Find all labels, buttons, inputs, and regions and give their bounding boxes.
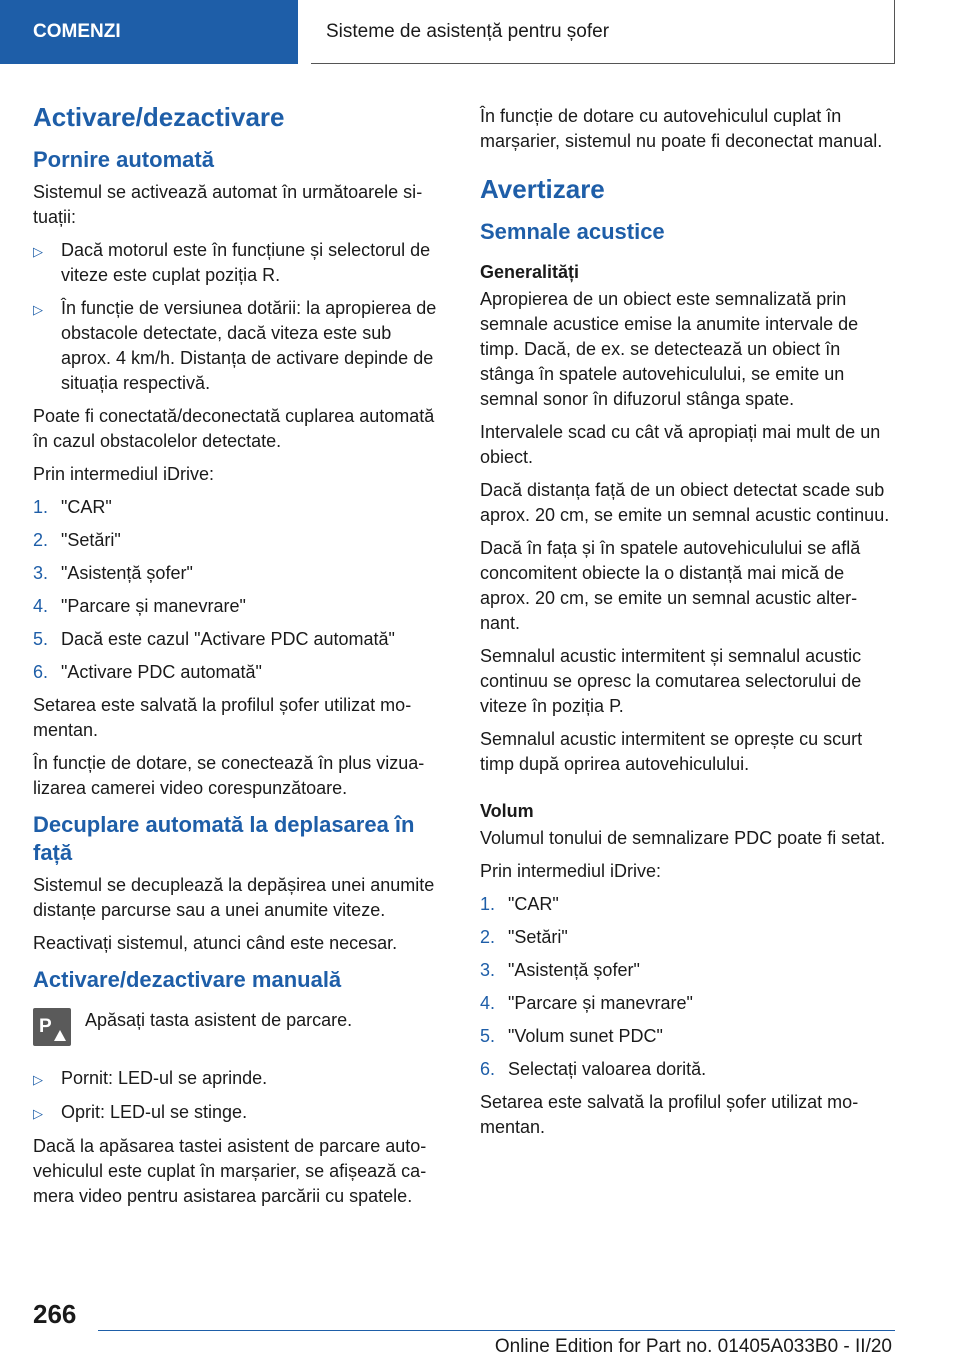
list-item-text: În funcție de versiunea dotării: la apropierea de obstacole detectate, dacă viteza este sub aprox. 4 km/h. Distanța de activare depinde de situația respectivă.	[61, 298, 437, 393]
step-text: "Activare PDC automată"	[61, 662, 262, 682]
list-item-text: Oprit: LED-ul se stinge.	[61, 1102, 248, 1122]
step-text: "Parcare și manevrare"	[61, 596, 246, 616]
bullet-triangle-icon: ▷	[33, 302, 43, 317]
step-item: 4. "Parcare și manevrare"	[33, 594, 445, 619]
chapter-tab	[0, 0, 298, 64]
step-item: 4. "Parcare și manevrare"	[480, 991, 890, 1016]
step-item: 2. "Setări"	[33, 528, 445, 553]
footer-edition: Online Edition for Part no. 01405A033B0 - II/20	[494, 1336, 892, 1357]
paragraph: Intervalele scad cu cât vă apropiați mai mult de un obiect.	[480, 422, 881, 467]
footer-divider	[98, 1330, 895, 1331]
heading-auto-off: Decuplare automată la deplasarea în față	[33, 812, 415, 865]
paragraph: Volumul tonului de semnalizare PDC poate fi setat.	[480, 828, 886, 848]
button-instruction-text: Apăsați tasta asistent de parcare.	[85, 1010, 353, 1030]
step-text: "CAR"	[61, 497, 112, 517]
step-text: "Asistență șofer"	[508, 960, 640, 980]
heading-general: Generalități	[480, 262, 580, 282]
step-item: 3. "Asistență șofer"	[33, 561, 445, 586]
paragraph: Sistemul se decuplează la depășirea unei anumite distanțe parcurse sau a unei anumite viteze.	[33, 875, 435, 920]
step-item: 2. "Setări"	[480, 925, 890, 950]
step-text: "Asistență șofer"	[61, 563, 193, 583]
paragraph: Setarea este salvată la profilul șofer utilizat momentan.	[480, 1092, 859, 1137]
paragraph: Apropierea de un obiect este semnalizată prin semnale acustice emise la anumite intervale de timp. Dacă, de ex. se detectează un obiect în stânga în spatele autovehiculului, se emite un semnal sonor în difuzorul stânga spate.	[480, 289, 859, 409]
paragraph: Dacă la apăsarea tastei asistent de parcare autovehiculul este cuplat în marșarier, se afișează camera video pentru asistarea parcării cu spatele.	[33, 1136, 427, 1206]
list-item	[33, 1066, 445, 1092]
heading-manual: Activare/dezactivare manuală	[33, 967, 342, 992]
heading-acoustic: Semnale acustice	[480, 219, 665, 244]
paragraph: Reactivați sistemul, atunci când este necesar.	[33, 933, 398, 953]
chapter-label: COMENZI	[33, 21, 121, 42]
step-text: "CAR"	[508, 894, 559, 914]
right-column	[480, 104, 890, 1148]
paragraph: Semnalul acustic intermitent se oprește cu scurt timp după oprirea autovehiculului.	[480, 729, 863, 774]
heading-volume: Volum	[480, 801, 534, 821]
list-item	[33, 1100, 445, 1126]
list-item-text: Dacă motorul este în funcțiune și selectorul de viteze este cuplat poziția R.	[61, 240, 431, 285]
list-item-text: Pornit: LED-ul se aprinde.	[61, 1068, 268, 1088]
step-item: 5. "Volum sunet PDC"	[480, 1024, 890, 1049]
paragraph: Sistemul se activează automat în următoarele situații:	[33, 182, 423, 227]
step-text: "Parcare și manevrare"	[508, 993, 693, 1013]
paragraph: Semnalul acustic intermitent și semnalul acustic continuu se opresc la comutarea selectorului de viteze în poziția P.	[480, 646, 862, 716]
bullet-triangle-icon: ▷	[33, 1106, 43, 1121]
paragraph: Setarea este salvată la profilul șofer utilizat momentan.	[33, 695, 412, 740]
step-text: "Volum sunet PDC"	[508, 1026, 663, 1046]
paragraph: Poate fi conectată/deconectată cuplarea automată în cazul obstacolelor detectate.	[33, 406, 435, 451]
step-item: 6. "Activare PDC automată"	[33, 660, 445, 685]
title-warning: Avertizare	[480, 174, 605, 204]
button-instruction	[33, 1008, 445, 1046]
step-item: 3. "Asistență șofer"	[480, 958, 890, 983]
paragraph: Dacă în fața și în spatele autovehiculului se află concomitent obiecte la o distanță mai mică de aprox. 20 cm, se emite un semnal acustic alternant.	[480, 538, 861, 633]
step-item: 5. Dacă este cazul "Activare PDC automată"	[33, 627, 445, 652]
section-label: Sisteme de asistență pentru șofer	[326, 20, 610, 42]
step-text: Dacă este cazul "Activare PDC automată"	[61, 629, 395, 649]
parking-assistant-button-icon: P	[33, 1008, 71, 1046]
left-column	[33, 100, 445, 1217]
bullet-triangle-icon: ▷	[33, 244, 43, 259]
step-text: "Setări"	[508, 927, 568, 947]
step-item: 1. "CAR"	[33, 495, 445, 520]
step-item: 1. "CAR"	[480, 892, 890, 917]
paragraph: Prin intermediul iDrive:	[480, 861, 662, 881]
step-item: 6. Selectați valoarea dorită.	[480, 1057, 890, 1082]
list-item	[33, 238, 445, 288]
paragraph: În funcție de dotare, se conectează în plus vizualizarea camerei video corespunzătoare.	[33, 753, 425, 798]
paragraph: Dacă distanța față de un obiect detectat scade sub aprox. 20 cm, se emite un semnal acustic continuu.	[480, 480, 890, 525]
section-header	[311, 0, 895, 64]
paragraph: În funcție de dotare cu autovehiculul cuplat în marșarier, sistemul nu poate fi deconectat manual.	[480, 106, 883, 151]
heading-auto-on: Pornire automată	[33, 147, 214, 172]
bullet-triangle-icon: ▷	[33, 1072, 43, 1087]
title-activation: Activare/dezactivare	[33, 102, 285, 132]
step-text: "Setări"	[61, 530, 121, 550]
list-item	[33, 296, 445, 396]
step-text: Selectați valoarea dorită.	[508, 1059, 707, 1079]
paragraph: Prin intermediul iDrive:	[33, 464, 215, 484]
page-number: 266	[33, 1299, 77, 1329]
